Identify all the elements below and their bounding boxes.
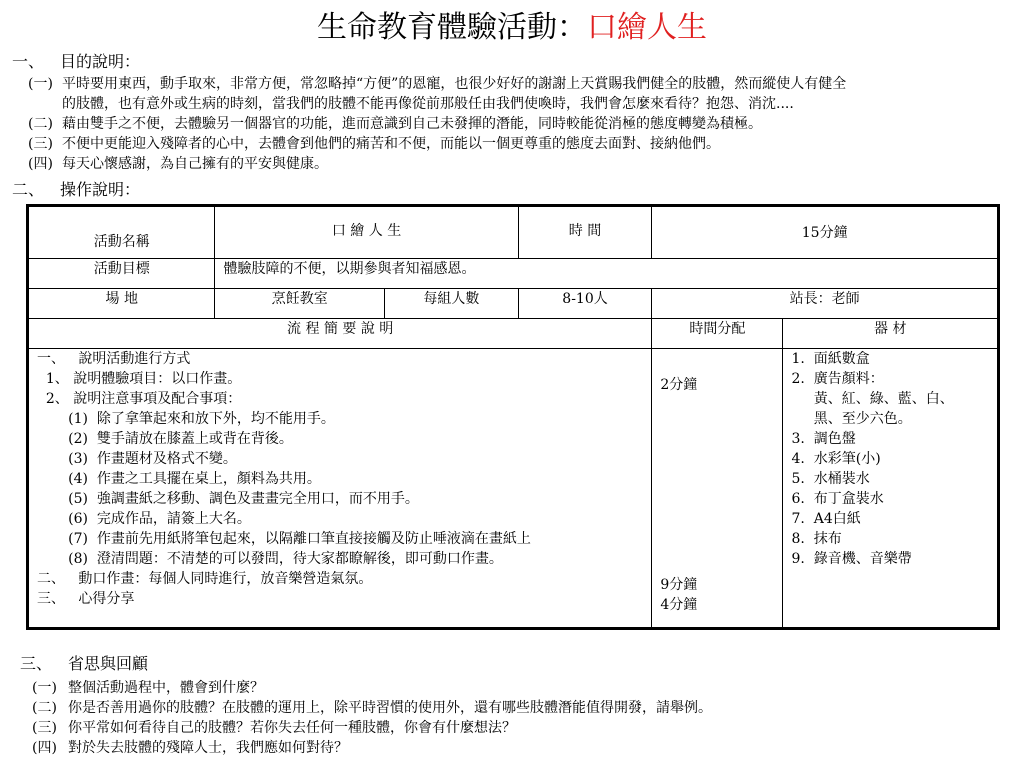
item-marker: (一) — [32, 680, 57, 696]
section3-list — [32, 678, 712, 758]
section3-number: 三、 — [20, 654, 53, 673]
equipment-item: 7. A4白紙 — [791, 511, 861, 527]
time-value: 15分鐘 — [652, 206, 999, 259]
purpose-item-2 — [28, 114, 846, 134]
equipment-item: 5. 水桶裝水 — [791, 471, 870, 487]
equipment-item: 9. 錄音機、音樂帶 — [791, 551, 912, 567]
activity-goal-value: 體驗肢障的不便，以期參與者知福感恩。 — [215, 259, 999, 289]
alloc-value: 9分鐘 — [660, 577, 698, 593]
section3-title: 省思與回顧 — [68, 654, 149, 673]
table-row — [28, 319, 999, 349]
equipment-item: 1. 面紙數盒 — [791, 351, 870, 367]
place-value: 烹飪教室 — [215, 289, 385, 319]
flow-line: (8) 澄清問題：不清楚的可以發問，待大家都瞭解後，即可動口作畫。 — [37, 551, 503, 567]
reflection-item-4 — [32, 738, 712, 758]
table-row — [28, 289, 999, 319]
group-size-label: 每組人數 — [384, 289, 518, 319]
equipment-item: 8. 抹布 — [791, 531, 842, 547]
reflection-item-3 — [32, 718, 712, 738]
page-title — [0, 10, 1024, 46]
item-text: 你是否善用過你的肢體？在肢體的運用上，除平時習慣的使用外，還有哪些肢體潛能值得開發，請舉例。 — [68, 700, 712, 716]
item-marker: (三) — [32, 720, 57, 736]
item-text: 不便中更能迎入殘障者的心中，去體會到他們的痛苦和不便，而能以一個更尊重的態度去面對、接納他們。 — [62, 136, 720, 152]
item-text: 平時要用東西，動手取來，非常方便，常忽略掉“方便”的恩寵，也很少好好的謝謝上天賞賜我們健全的肢體，然而縱使人有健全 — [62, 76, 847, 92]
flow-line: (3) 作畫題材及格式不變。 — [37, 451, 237, 467]
flow-line: (2) 雙手請放在膝蓋上或背在背後。 — [37, 431, 293, 447]
section1-list — [28, 74, 846, 174]
activity-goal-label: 活動目標 — [28, 259, 215, 289]
equipment-item: 3. 調色盤 — [791, 431, 856, 447]
title-main: 生命教育體驗活動： — [317, 10, 587, 45]
section3-heading — [20, 654, 148, 674]
item-marker: (四) — [32, 740, 57, 756]
group-size-value: 8-10人 — [518, 289, 652, 319]
activity-name-value: 口 繪 人 生 — [215, 206, 518, 259]
place-label: 場 地 — [28, 289, 215, 319]
alloc-value: 4分鐘 — [660, 597, 698, 613]
item-text: 藉由雙手之不便，去體驗另一個器官的功能，進而意識到自己未發揮的潛能，同時較能從消極的態度轉變為積極。 — [62, 116, 762, 132]
flow-description — [28, 349, 652, 629]
equipment-list — [783, 349, 999, 629]
item-text: 對於失去肢體的殘障人士，我們應如何對待？ — [68, 740, 348, 756]
equipment-item: 黃、紅、綠、藍、白、 — [791, 391, 954, 407]
flow-header: 流 程 簡 要 說 明 — [28, 319, 652, 349]
section2-number: 二、 — [12, 180, 45, 199]
station-leader: 站長：老師 — [652, 289, 999, 319]
section1-title: 目的說明： — [60, 52, 141, 71]
item-text: 你平常如何看待自己的肢體？若你失去任何一種肢體，你會有什麼想法？ — [68, 720, 516, 736]
flow-line: 三、 心得分享 — [37, 591, 135, 607]
reflection-item-1 — [32, 678, 712, 698]
operation-table — [26, 204, 1000, 630]
purpose-item-1-continued: 的肢體，也有意外或生病的時刻，當我們的肢體不能再像從前那般任由我們使喚時，我們會怎麼來看待？抱怨、消沈.... — [62, 96, 794, 112]
table-row — [28, 259, 999, 289]
equipment-header: 器 材 — [783, 319, 999, 349]
time-allocation-header: 時間分配 — [652, 319, 783, 349]
equipment-item: 4. 水彩筆(小) — [791, 451, 881, 467]
flow-line: 二、 動口作畫：每個人同時進行，放音樂營造氣氛。 — [37, 571, 373, 587]
time-label: 時 間 — [518, 206, 652, 259]
equipment-item: 2. 廣告顏料： — [791, 371, 884, 387]
time-allocation — [652, 349, 783, 629]
activity-name-label: 活動名稱 — [28, 206, 215, 259]
flow-line: (5) 強調畫紙之移動、調色及畫畫完全用口，而不用手。 — [37, 491, 419, 507]
flow-line: 一、 說明活動進行方式 — [37, 351, 191, 367]
equipment-item: 6. 布丁盒裝水 — [791, 491, 884, 507]
section1-number: 一、 — [12, 52, 45, 71]
table-row — [28, 349, 999, 629]
item-marker: (四) — [28, 156, 53, 172]
item-text: 整個活動過程中，體會到什麼？ — [68, 680, 264, 696]
item-marker: (二) — [32, 700, 57, 716]
title-highlight: 口繪人生 — [587, 10, 707, 45]
flow-line: (7) 作畫前先用紙將筆包起來，以隔離口筆直接接觸及防止唾液滴在畫紙上 — [37, 531, 531, 547]
reflection-item-2 — [32, 698, 712, 718]
section2-title: 操作說明： — [60, 180, 141, 199]
purpose-item-4 — [28, 154, 846, 174]
equipment-item: 黑、至少六色。 — [791, 411, 912, 427]
purpose-item-1 — [28, 74, 846, 94]
flow-line: (1) 除了拿筆起來和放下外，均不能用手。 — [37, 411, 335, 427]
purpose-item-3 — [28, 134, 846, 154]
alloc-value: 2分鐘 — [660, 377, 698, 393]
item-text: 每天心懷感謝，為自己擁有的平安與健康。 — [62, 156, 328, 172]
flow-line: (6) 完成作品，請簽上大名。 — [37, 511, 251, 527]
flow-line: 2、 說明注意事項及配合事項： — [37, 391, 242, 407]
item-marker: (二) — [28, 116, 53, 132]
item-marker: (一) — [28, 76, 53, 92]
item-marker: (三) — [28, 136, 53, 152]
table-row — [28, 206, 999, 259]
section1-heading — [12, 52, 140, 72]
section2-heading — [12, 180, 140, 200]
flow-line: 1、 說明體驗項目：以口作畫。 — [37, 371, 242, 387]
alloc-spacer — [660, 395, 774, 575]
flow-line: (4) 作畫之工具擺在桌上，顏料為共用。 — [37, 471, 321, 487]
